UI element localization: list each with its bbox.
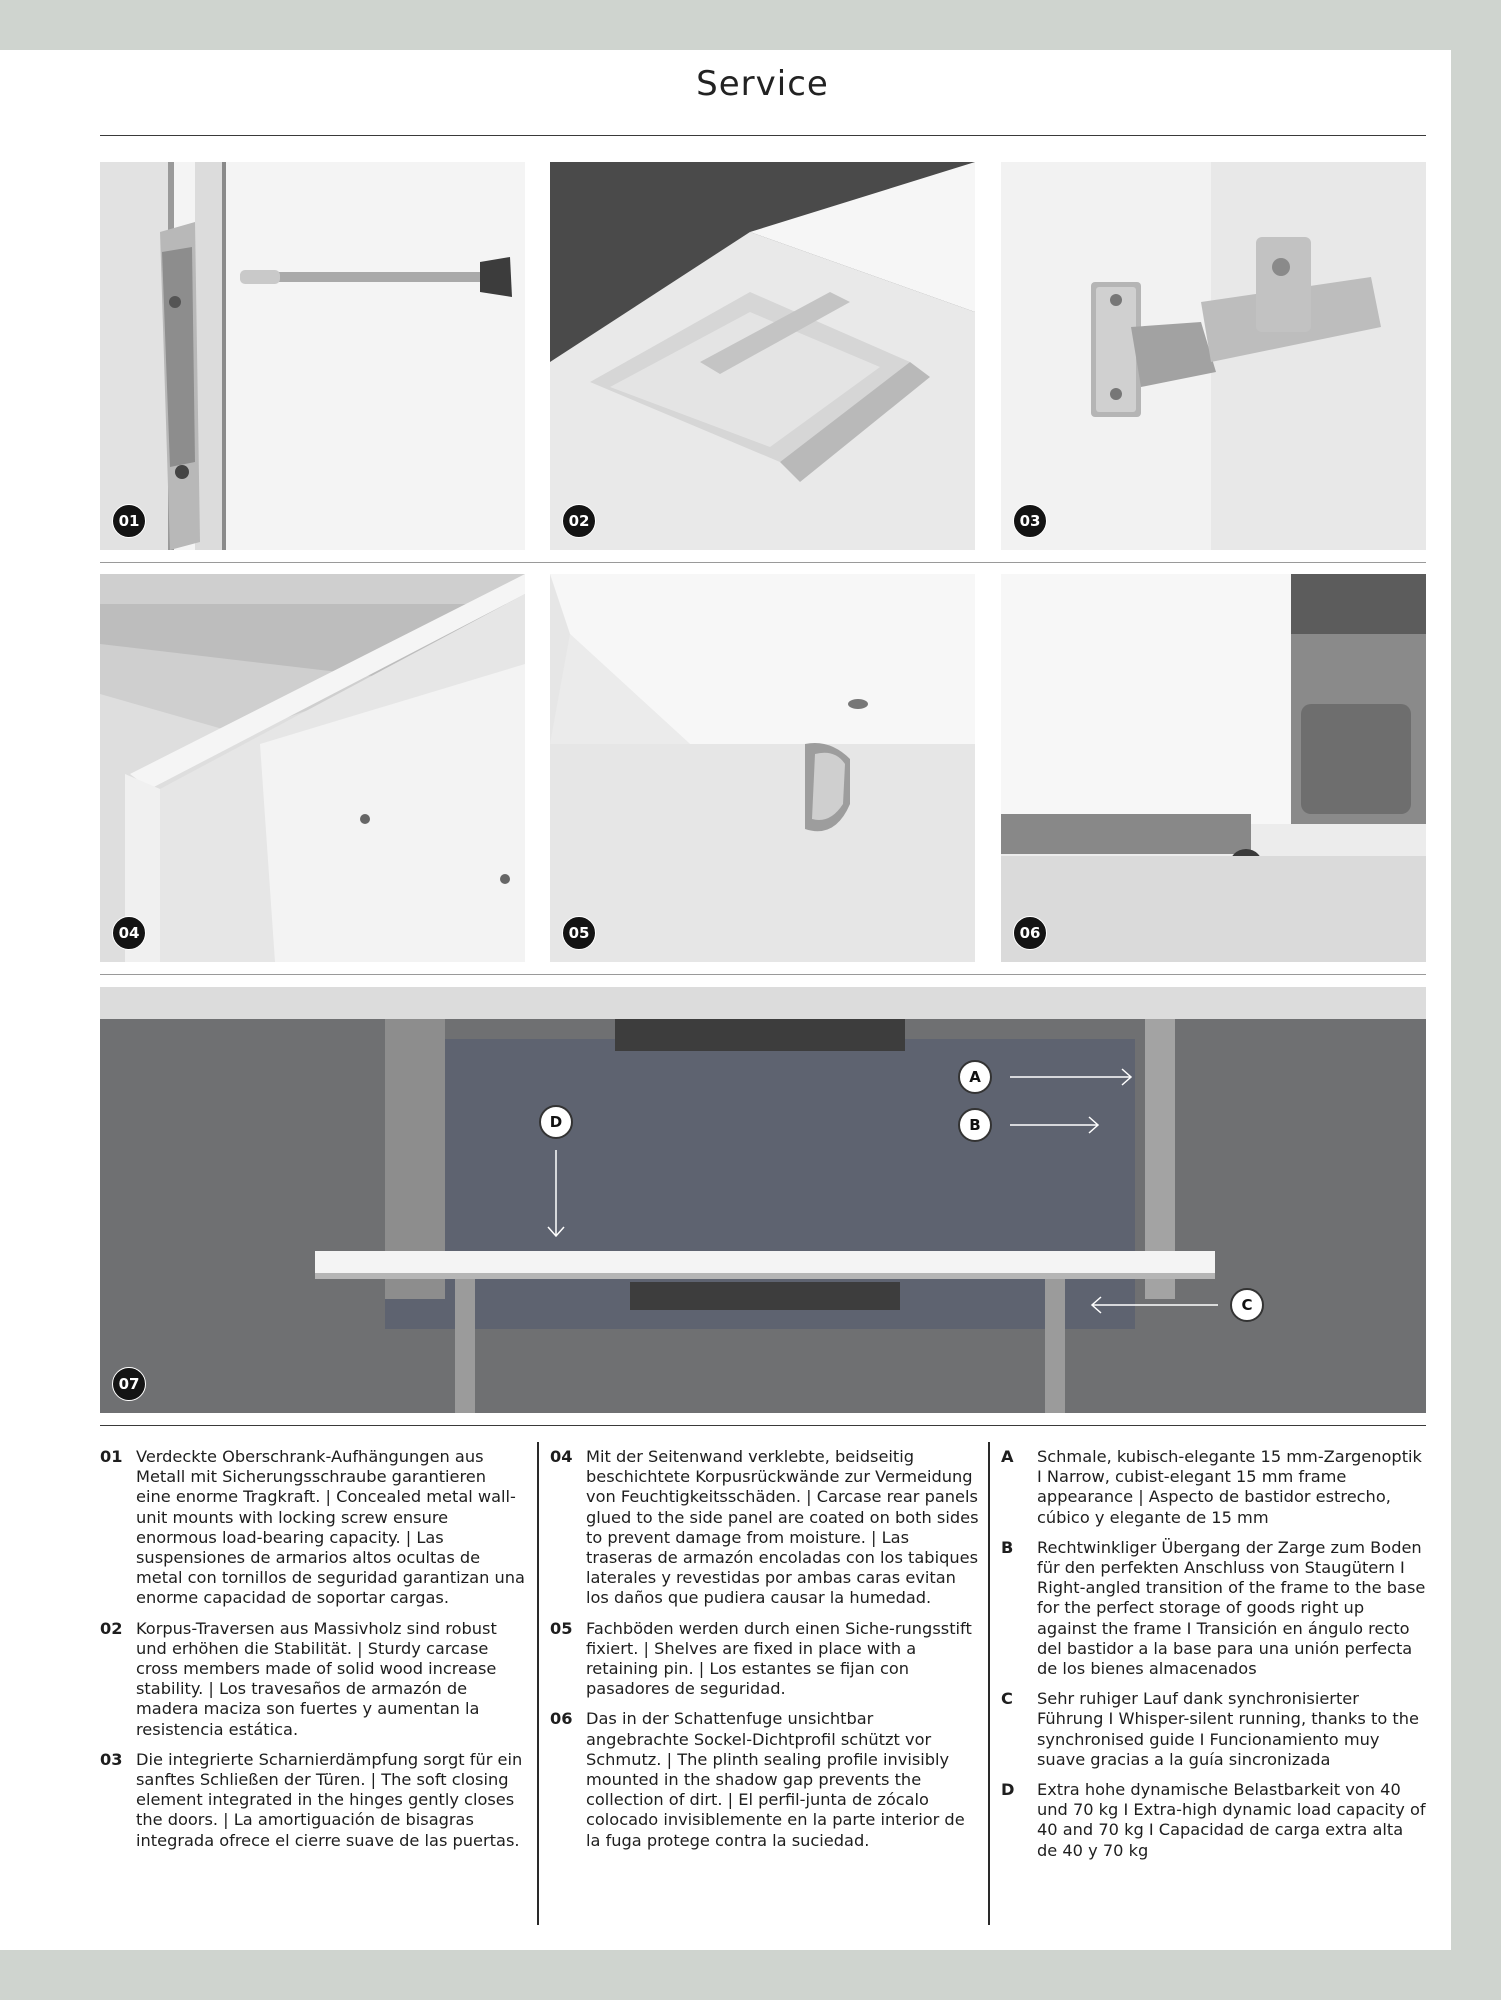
caption-item: 02 Korpus-Traversen aus Massivholz sind robust und erhöhen die Stabilität. | Sturdy carcase cross members made of solid wood increase stability. | Los travesaños de armazón de madera maciza son fuertes y aumentan la resistencia estática. [100, 1618, 497, 1739]
caption-item: 01 Verdeckte Oberschrank-Aufhängungen aus Metall mit Sicherungsschraube garantieren eine enorme Tragkraft. | Concealed metal wall-unit mounts with locking screw ensure enormous load-bearing capacity. | Las suspensiones de armarios altos ocultas de metal con tornillos de seguridad garantizan una enorme capacidad de soportar cargas. [100, 1447, 525, 1608]
caption-column-1 [100, 1447, 525, 1861]
photo-badge: 04 [112, 916, 146, 950]
photo-05-shelf-pin [550, 574, 975, 962]
caption-item: 04 Mit der Seitenwand verklebte, beidseitig beschichtete Korpusrückwände zur Vermeidung von Feuchtigkeitsschäden. | Carcase rear panels glued to the side panel are coated on both sides to prevent damage from moisture. | Las traseras de armazón encoladas con los tabiques laterales y revestidas por ambas caras evitan los daños que pudiera causar la humedad. [550, 1447, 979, 1608]
caption-item: C Sehr ruhiger Lauf dank synchronisierter Führung I Whisper-silent running, thanks to the synchronised guide I Funcionamiento muy suave gracias a la guía sincronizada [1001, 1689, 1419, 1769]
callout-a: A [958, 1060, 992, 1094]
column-divider [537, 1442, 539, 1925]
photo-badge: 02 [562, 504, 596, 538]
caption-item: 06 Das in der Schattenfuge unsichtbar angebrachte Sockel-Dichtprofil schützt vor Schmutz. | The plinth sealing profile invisibly mounted in the shadow gap prevents the collection of dirt. | El perfil-junta de zócalo colocado invisiblemente en la parte interior de la fuga protege contra la suciedad. [550, 1709, 965, 1850]
row-rule [100, 974, 1426, 975]
caption-item: 05 Fachböden werden durch einen Siche-rungsstift fixiert. | Shelves are fixed in place with a retaining pin. | Los estantes se fijan con pasadores de seguridad. [550, 1618, 972, 1699]
caption-column-2 [550, 1447, 980, 1861]
caption-item: A Schmale, kubisch-elegante 15 mm-Zargenoptik I Narrow, cubist-elegant 15 mm frame appearance | Aspecto de bastidor estrecho, cúbico y elegante de 15 mm [1001, 1447, 1422, 1527]
photo-06-plinth-seal [1001, 574, 1426, 962]
photo-01-wall-unit-mount [100, 162, 525, 550]
caption-column-3 [1001, 1447, 1426, 1871]
caption-item: B Rechtwinkliger Übergang der Zarge zum Boden für den perfekten Anschluss von Staugütern I Right-angled transition of the frame to the base for the perfect storage of goods right up against the frame I Transición en ángulo recto del bastidor a la base para una unión perfecta de los bienes almacenados [1001, 1537, 1426, 1679]
callout-b: B [958, 1108, 992, 1142]
row-rule [100, 562, 1426, 563]
photo-07-drawer [100, 987, 1426, 1413]
title-rule [100, 135, 1426, 136]
photo-04-rear-panel [100, 574, 525, 962]
caption-item: D Extra hohe dynamische Belastbarkeit von 40 und 70 kg I Extra-high dynamic load capacity of 40 and 70 kg I Capacidad de carga extra alta de 40 y 70 kg [1001, 1780, 1426, 1860]
photo-03-hinge [1001, 162, 1426, 550]
callout-c: C [1230, 1288, 1264, 1322]
photo-02-cross-members [550, 162, 975, 550]
column-divider [988, 1442, 990, 1925]
photo-badge: 05 [562, 916, 596, 950]
photo-badge: 01 [112, 504, 146, 538]
callout-d: D [539, 1105, 573, 1139]
caption-rule [100, 1425, 1426, 1426]
photo-badge: 03 [1013, 504, 1047, 538]
photo-badge: 06 [1013, 916, 1047, 950]
page-title: Service [696, 64, 829, 104]
caption-item: 03 Die integrierte Scharnierdämpfung sorgt für ein sanftes Schließen der Türen. | The soft closing element integrated in the hinges gently closes the doors. | La amortiguación de bisagras integrada ofrece el cierre suave de las puertas. [100, 1749, 523, 1850]
photo-badge: 07 [112, 1367, 146, 1401]
